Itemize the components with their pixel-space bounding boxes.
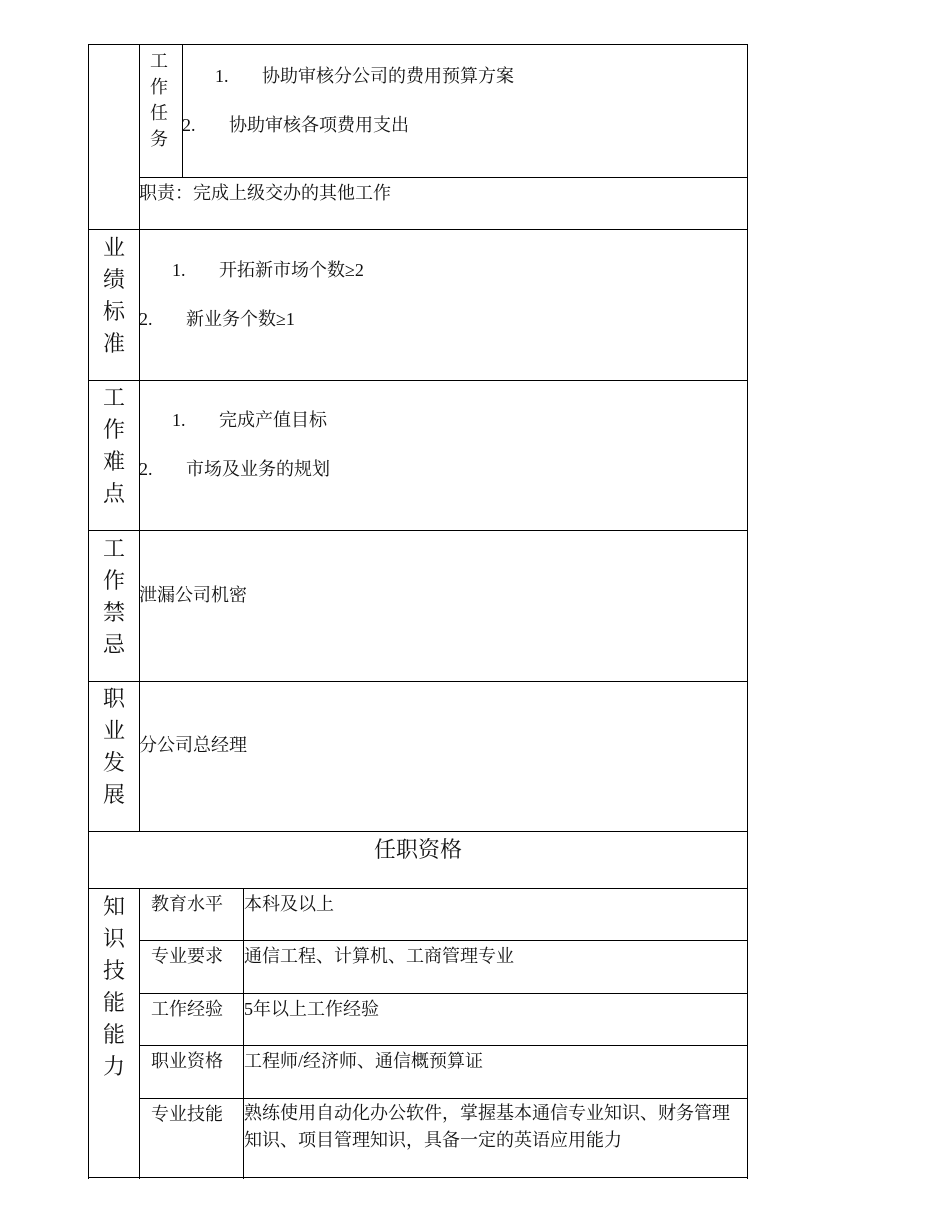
section-label-char: 展 xyxy=(102,782,125,807)
qual-row-divider-1 xyxy=(139,940,748,941)
performance-item-2-text: 新业务个数≥1 xyxy=(186,309,295,329)
row-divider-2 xyxy=(88,380,748,381)
knowledge-skills-label-char: 识 xyxy=(102,926,125,951)
knowledge-skills-label-char: 能 xyxy=(102,1022,125,1047)
section-label-char: 准 xyxy=(102,331,125,356)
section-label-char: 绩 xyxy=(102,267,125,292)
section-label-char: 业 xyxy=(102,718,125,743)
section-label-char: 作 xyxy=(102,568,125,593)
section-label-char: 发 xyxy=(102,750,125,775)
experience-value: 5年以上工作经验 xyxy=(244,999,379,1019)
education-label: 教育水平 xyxy=(151,894,223,914)
section-label-char: 标 xyxy=(102,299,125,324)
duty-item-1-number: 1. xyxy=(215,66,229,86)
table-border-bottom xyxy=(88,1177,748,1178)
duty-item-2-number: 2. xyxy=(182,115,196,135)
certification-value: 工程师/经济师、通信概预算证 xyxy=(244,1051,483,1071)
certification-label: 职业资格 xyxy=(151,1051,223,1071)
knowledge-skills-label-char: 力 xyxy=(102,1054,125,1079)
knowledge-skills-label xyxy=(89,891,139,1083)
section-label-char: 工 xyxy=(102,385,125,410)
table-border-right xyxy=(747,44,748,1179)
performance-item-1-text: 开拓新市场个数≥2 xyxy=(219,260,364,280)
performance-item-1-number: 1. xyxy=(172,260,186,280)
duties-inner-divider xyxy=(182,44,183,178)
row-divider-3 xyxy=(88,530,748,531)
duties-label-char: 务 xyxy=(150,129,168,149)
major-value: 通信工程、计算机、工商管理专业 xyxy=(244,946,514,966)
section-label-char: 点 xyxy=(102,481,125,506)
row-divider-6 xyxy=(88,888,748,889)
education-value: 本科及以上 xyxy=(244,894,334,914)
skills-value: 熟练使用自动化办公软件，掌握基本通信专业知识、财务管理知识、项目管理知识，具备一定的英语应用能力 xyxy=(244,1103,730,1150)
qualification-title: 任职资格 xyxy=(373,837,462,862)
difficulty-item-1-number: 1. xyxy=(172,410,186,430)
difficulty-item-2-number: 2. xyxy=(139,459,153,479)
difficulty-item-1-text: 完成产值目标 xyxy=(219,410,327,430)
duties-label-char: 作 xyxy=(150,77,168,97)
performance-standards-label xyxy=(89,232,139,360)
section-label-char: 难 xyxy=(102,449,125,474)
section-label-char: 忌 xyxy=(102,632,125,657)
career-development-text: 分公司总经理 xyxy=(139,735,247,755)
career-development-label xyxy=(89,683,139,811)
duties-divider xyxy=(139,177,748,178)
qualification-column-divider xyxy=(139,888,140,1179)
work-difficulties-label xyxy=(89,382,139,510)
row-divider-4 xyxy=(88,681,748,682)
knowledge-skills-label-char: 技 xyxy=(102,958,125,983)
duties-label xyxy=(141,48,177,152)
duties-label-char: 工 xyxy=(150,51,168,71)
work-taboos-label xyxy=(89,533,139,661)
knowledge-skills-label-char: 知 xyxy=(102,894,125,919)
qual-row-divider-3 xyxy=(139,1045,748,1046)
skills-label: 专业技能 xyxy=(151,1104,223,1124)
section-label-char: 职 xyxy=(102,686,125,711)
experience-label: 工作经验 xyxy=(151,999,223,1019)
section-label-char: 工 xyxy=(102,536,125,561)
duties-label-char: 任 xyxy=(150,103,168,123)
difficulty-item-2-text: 市场及业务的规划 xyxy=(186,459,330,479)
other-duty-text: 职责：完成上级交办的其他工作 xyxy=(139,183,391,203)
section-label-char: 业 xyxy=(102,235,125,260)
qual-row-divider-2 xyxy=(139,993,748,994)
performance-item-2-number: 2. xyxy=(139,309,153,329)
row-divider-1 xyxy=(88,229,748,230)
duty-item-1-text: 协助审核分公司的费用预算方案 xyxy=(262,66,514,86)
table-border-top xyxy=(88,44,748,45)
duty-item-2-text: 协助审核各项费用支出 xyxy=(229,115,409,135)
section-label-char: 作 xyxy=(102,417,125,442)
label-column-divider xyxy=(139,44,140,832)
major-label: 专业要求 xyxy=(151,946,223,966)
qual-row-divider-4 xyxy=(139,1098,748,1099)
section-label-char: 禁 xyxy=(102,600,125,625)
knowledge-skills-label-char: 能 xyxy=(102,990,125,1015)
row-divider-5 xyxy=(88,831,748,832)
work-taboos-text: 泄漏公司机密 xyxy=(139,585,247,605)
